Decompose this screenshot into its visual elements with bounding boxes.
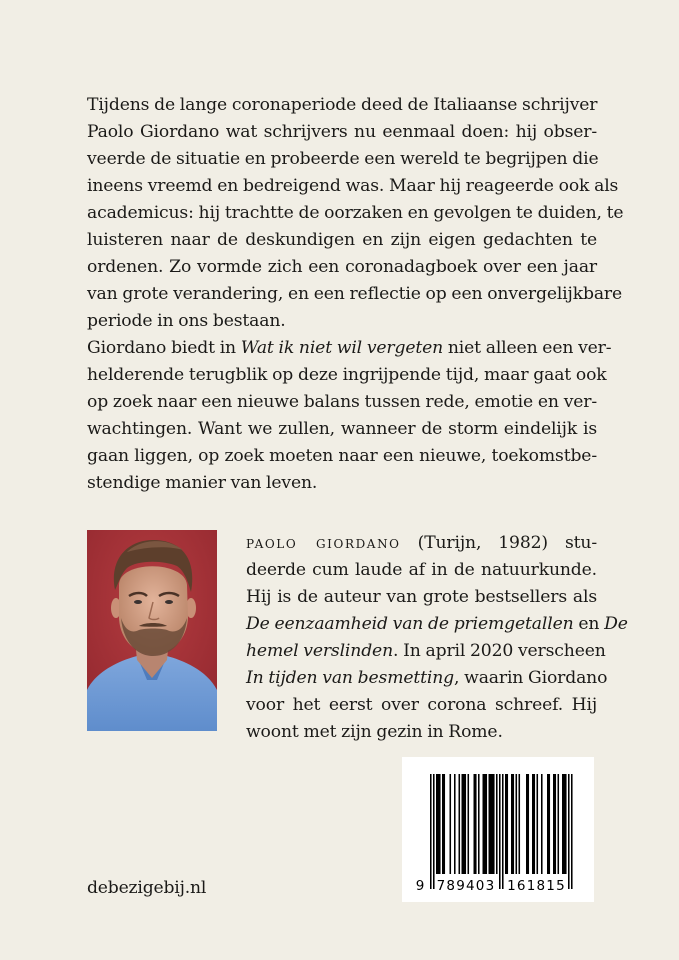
book-title: De: [604, 614, 628, 634]
bio-line: [246, 584, 597, 611]
text-run: ineens vreemd en bedreigend was. Maar hij reageerde ook als: [87, 176, 619, 196]
blurb-line: [87, 92, 597, 119]
barcode-digits: 9: [415, 878, 425, 894]
text-run: van grote verandering, en een reflectie op een onvergelijkbare: [87, 284, 623, 304]
blurb-line: [87, 389, 597, 416]
barcode-icon: [402, 757, 594, 902]
author-name: paolo giordano: [246, 533, 401, 553]
blurb-line: [87, 308, 597, 335]
bio-line: [246, 692, 597, 719]
text-run: voor het eerst over corona schreef. Hij: [246, 695, 597, 715]
blurb-line: [87, 173, 619, 200]
book-title: hemel verslinden: [246, 641, 393, 661]
bio-line: [246, 719, 597, 746]
text-run: . In april 2020 verscheen: [393, 641, 606, 661]
bio-line: [246, 530, 597, 557]
blurb-line: [87, 254, 597, 281]
text-run: Paolo Giordano wat schrijvers nu eenmaal doen: hij obser-: [87, 122, 597, 142]
author-photo: [87, 530, 217, 731]
bio-line: [246, 638, 606, 665]
text-run: woont met zijn gezin in Rome.: [246, 722, 503, 742]
bio-line: [246, 665, 608, 692]
blurb-line: [87, 146, 597, 173]
book-title: Wat ik niet wil vergeten: [240, 338, 444, 358]
text-run: periode in ons bestaan.: [87, 311, 286, 331]
author-portrait-image: [87, 530, 217, 731]
blurb-line: [87, 335, 612, 362]
blurb-line: [87, 119, 597, 146]
text-run: op zoek naar een nieuwe balans tussen rede, emotie en ver-: [87, 392, 597, 412]
text-run: en: [573, 614, 605, 634]
text-run: luisteren naar de deskundigen en zijn eigen gedachten te: [87, 230, 597, 250]
isbn-barcode: [402, 757, 594, 902]
blurb-line: [87, 416, 597, 443]
barcode-digits: 789403: [436, 878, 496, 894]
text-run: , waarin Giordano: [454, 668, 608, 688]
text-run: gaan liggen, op zoek moeten naar een nieuwe, toekomstbe-: [87, 446, 597, 466]
book-title: In tijden van besmetting: [246, 668, 454, 688]
blurb-line: [87, 443, 597, 470]
blurb-line: [87, 362, 607, 389]
back-cover-blurb: [87, 92, 624, 497]
blurb-line: [87, 470, 597, 497]
bio-line: [246, 557, 597, 584]
text-run: (Turijn, 1982) stu-: [400, 533, 597, 553]
publisher-website[interactable]: debezigebij.nl: [87, 878, 207, 898]
text-run: niet alleen een ver-: [443, 338, 612, 358]
text-run: helderende terugblik op deze ingrijpende tijd, maar gaat ook: [87, 365, 607, 385]
text-run: wachtingen. Want we zullen, wanneer de storm eindelijk is: [87, 419, 597, 439]
text-run: stendige manier van leven.: [87, 473, 318, 493]
bio-line: [246, 611, 628, 638]
barcode-digits: 161815: [507, 878, 566, 894]
text-run: Hij is de auteur van grote bestsellers als: [246, 587, 597, 607]
text-run: academicus: hij trachtte de oorzaken en gevolgen te duiden, te: [87, 203, 624, 223]
author-bio: [246, 530, 628, 746]
blurb-line: [87, 227, 597, 254]
text-run: deerde cum laude af in de natuurkunde.: [246, 560, 597, 580]
text-run: ordenen. Zo vormde zich een coronadagboek over een jaar: [87, 257, 597, 277]
blurb-line: [87, 281, 623, 308]
text-run: Giordano biedt in: [87, 338, 241, 358]
text-run: Tijdens de lange coronaperiode deed de Italiaanse schrijver: [87, 95, 598, 115]
book-title: De eenzaamheid van de priemgetallen: [246, 614, 574, 634]
blurb-line: [87, 200, 624, 227]
text-run: veerde de situatie en probeerde een wereld te begrijpen die: [87, 149, 599, 169]
